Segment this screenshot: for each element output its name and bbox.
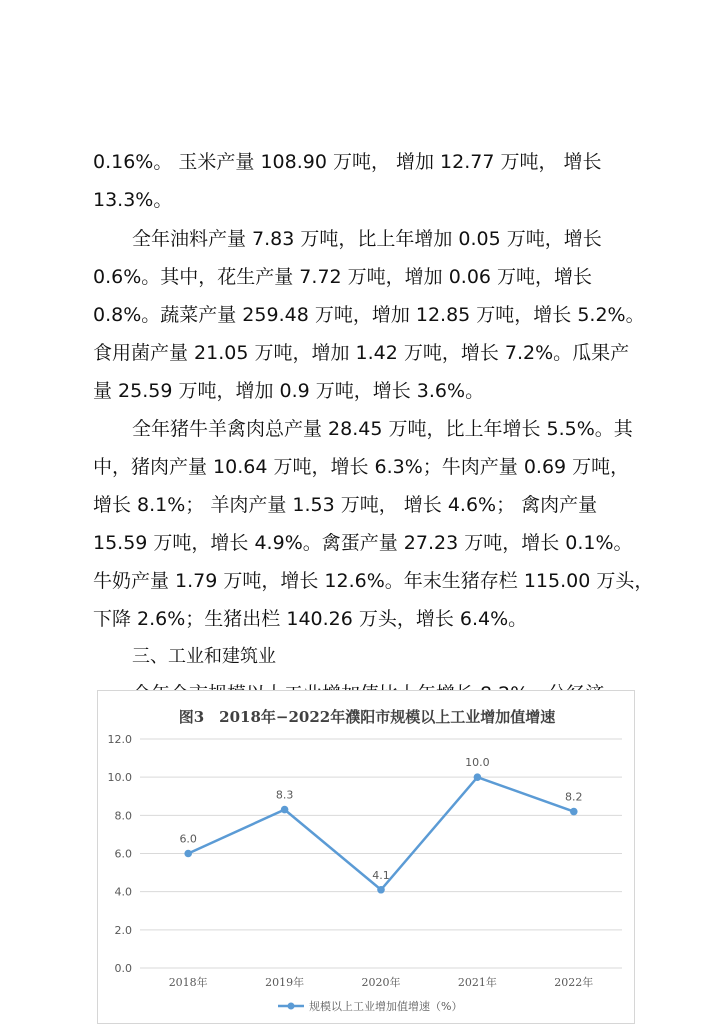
text-line-5: 0.8%。蔬菜产量 259.48 万吨，增加 12.85 万吨，增长 5.2%。	[93, 304, 645, 326]
data-point	[474, 773, 482, 781]
data-point	[281, 806, 289, 814]
y-tick-label: 10.0	[107, 771, 132, 785]
y-tick-label: 4.0	[114, 885, 132, 899]
text-line-1: 0.16%。 玉米产量 108.90 万吨， 增加 12.77 万吨， 增长	[93, 151, 602, 173]
text-line-2: 13.3%。	[93, 189, 173, 211]
text-line-3: 全年油料产量 7.83 万吨，比上年增加 0.05 万吨，增长	[132, 228, 602, 250]
data-label: 4.1	[372, 868, 390, 882]
y-tick-label: 12.0	[107, 733, 132, 746]
data-label: 10.0	[465, 756, 490, 770]
data-label: 8.2	[565, 790, 583, 804]
legend	[278, 999, 462, 1013]
x-tick-label: 2019年	[265, 976, 305, 989]
text-line-4: 0.6%。其中，花生产量 7.72 万吨，增加 0.06 万吨，增长	[93, 266, 593, 288]
section-heading: 三、工业和建筑业	[132, 646, 276, 667]
text-line-11: 15.59 万吨，增长 4.9%。禽蛋产量 27.23 万吨，增长 0.1%。	[93, 532, 633, 554]
y-tick-label: 0.0	[114, 962, 132, 975]
text-line-6: 食用菌产量 21.05 万吨，增加 1.42 万吨，增长 7.2%。瓜果产	[93, 342, 630, 364]
data-label: 6.0	[179, 832, 197, 846]
y-tick-label: 2.0	[114, 923, 132, 937]
x-tick-label: 2021年	[457, 976, 497, 989]
chart-title: 图3 2018年−2022年濮阳市规模以上工业增加值增速	[178, 708, 556, 726]
x-tick-label: 2022年	[554, 976, 594, 989]
text-line-7: 量 25.59 万吨，增加 0.9 万吨，增长 3.6%。	[93, 380, 485, 402]
text-line-8: 全年猪牛羊禽肉总产量 28.45 万吨，比上年增长 5.5%。其	[132, 418, 633, 440]
legend-marker	[288, 1003, 295, 1010]
text-line-13: 下降 2.6%；生猪出栏 140.26 万头，增长 6.4%。	[93, 608, 528, 630]
chart-canvas	[98, 691, 636, 1025]
line-chart	[97, 690, 635, 1024]
data-label: 8.3	[275, 788, 294, 802]
y-tick-label: 6.0	[114, 847, 132, 861]
text-line-9: 中，猪肉产量 10.64 万吨，增长 6.3%；牛肉产量 0.69 万吨，	[93, 456, 630, 478]
x-tick-label: 2020年	[361, 976, 401, 989]
x-tick-label: 2018年	[168, 976, 208, 989]
data-point	[570, 808, 578, 816]
data-point	[184, 850, 192, 858]
data-point	[377, 886, 385, 894]
text-line-10: 增长 8.1%； 羊肉产量 1.53 万吨， 增长 4.6%； 禽肉产量	[93, 494, 598, 516]
y-tick-label: 8.0	[114, 809, 132, 823]
text-line-12: 牛奶产量 1.79 万吨，增长 12.6%。年末生猪存栏 115.00 万头，	[93, 570, 654, 592]
legend-label: 规模以上工业增加值增速（%）	[309, 1000, 463, 1013]
